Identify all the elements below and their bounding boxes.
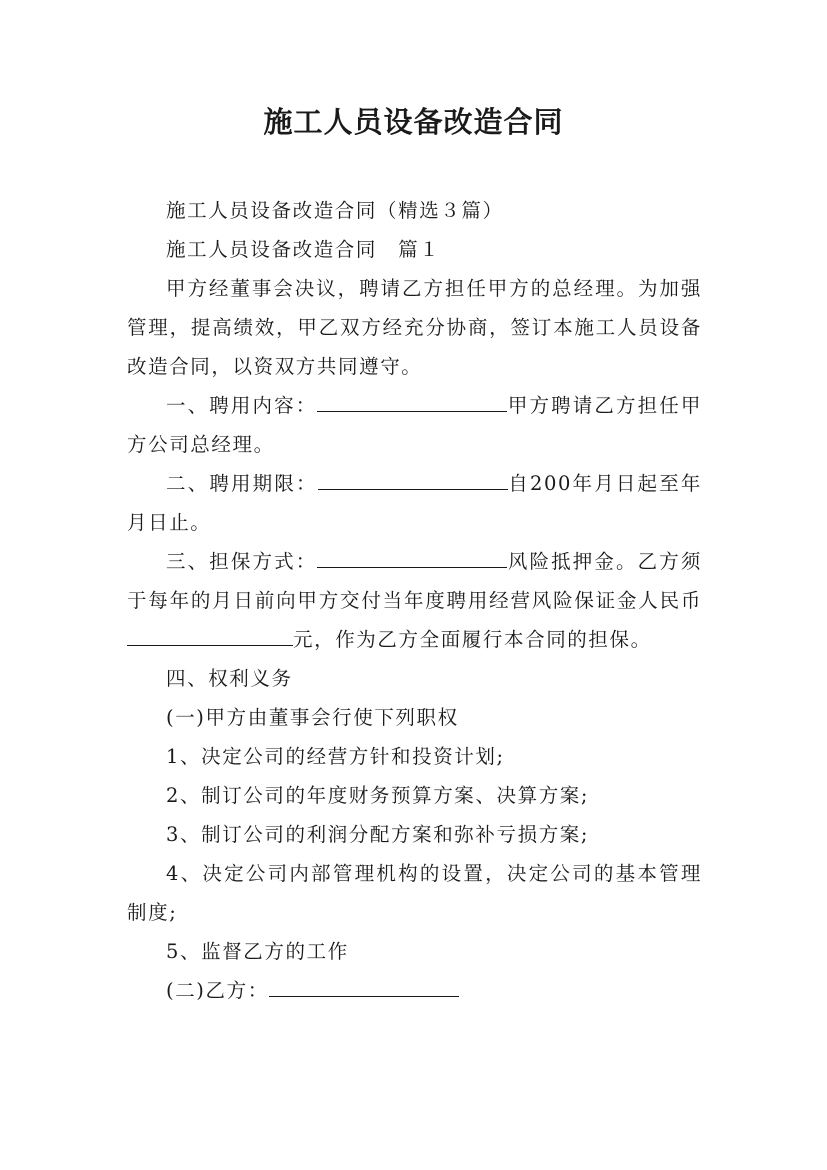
list-item-2: 2、制订公司的年度财务预算方案、决算方案;	[166, 784, 590, 807]
list-item-4: 4、决定公司内部管理机构的设置，决定公司的基本管理制度;	[127, 862, 702, 924]
clause-2	[127, 464, 702, 542]
document-subtitle: 施工人员设备改造合同（精选３篇）	[166, 199, 504, 222]
clause-3-amount-blank-line	[127, 620, 293, 646]
clause-4-heading: 四、权利义务	[166, 667, 293, 690]
clause-2-blank-line	[318, 464, 508, 490]
clause-3-text-a: 风险抵押金。乙方须于每年的月日前向甲方交付当年度聘用经营风险保证金人民币	[127, 550, 702, 612]
sub-section-2	[127, 971, 702, 1010]
list-item-3: 3、制订公司的利润分配方案和弥补亏损方案;	[166, 823, 590, 846]
clause-3	[127, 542, 702, 659]
document-title: 施工人员设备改造合同	[263, 105, 564, 139]
clause-2-text: 自200年月日起至年月日止。	[127, 472, 702, 534]
document-body	[127, 191, 702, 1010]
clause-1	[127, 386, 702, 464]
list-item-5: 5、监督乙方的工作	[166, 940, 349, 963]
clause-3-text-b: 元，作为乙方全面履行本合同的担保。	[293, 628, 652, 651]
sub-section-1-heading: (一)甲方由董事会行使下列职权	[166, 706, 459, 729]
sub-section-2-blank-line	[269, 971, 459, 997]
section-heading: 施工人员设备改造合同 篇１	[166, 238, 441, 261]
clause-1-text: 甲方聘请乙方担任甲方公司总经理。	[127, 394, 702, 456]
clause-1-label: 一、聘用内容：	[166, 394, 318, 417]
clause-3-label: 三、担保方式：	[166, 550, 318, 573]
sub-section-2-label: (二)乙方：	[166, 979, 269, 1002]
clause-2-label: 二、聘用期限：	[166, 472, 318, 495]
clause-3-blank-line	[317, 542, 507, 568]
list-item-1: 1、决定公司的经营方针和投资计划;	[166, 745, 505, 768]
clause-1-blank-line	[317, 386, 507, 412]
intro-paragraph: 甲方经董事会决议，聘请乙方担任甲方的总经理。为加强管理，提高绩效，甲乙双方经充分协商，签订本施工人员设备改造合同，以资双方共同遵守。	[127, 277, 702, 378]
